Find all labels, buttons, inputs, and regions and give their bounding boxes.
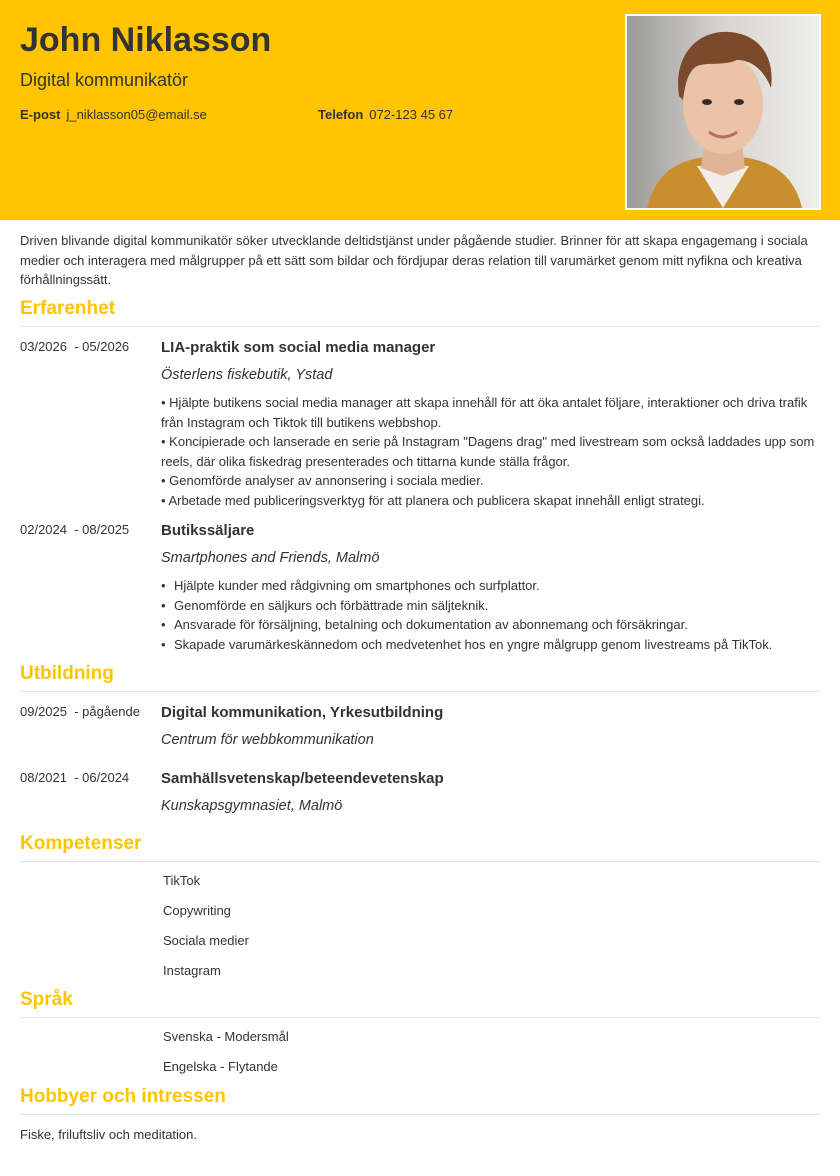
experience-section	[20, 296, 820, 327]
section-divider	[20, 861, 820, 862]
phone-contact	[318, 106, 453, 124]
person-name: John Niklasson	[20, 21, 272, 59]
resume-header	[0, 0, 840, 220]
bullet-item: • Genomförde en säljkurs och förbättrade min säljteknik.	[161, 596, 821, 616]
entry-school: Kunskapsgymnasiet, Malmö	[161, 798, 343, 814]
hobbies-text: Fiske, friluftsliv och meditation.	[20, 1127, 198, 1142]
skill-item: Instagram	[163, 963, 221, 978]
section-title-experience: Erfarenhet	[20, 298, 116, 319]
languages-section	[20, 987, 820, 1018]
entry-date: 02/2024 - 08/2025	[20, 522, 130, 537]
section-title-education: Utbildning	[20, 663, 114, 684]
profile-summary: Driven blivande digital kommunikatör söker utvecklande deltidstjänst under pågående studier. Brinner för att skapa engagemang i sociala medier och interagera med målgrupper på ett sätt som bildar och fördjupar deras relation till varumärket genom mitt nyfikna och kreativa förhållningssätt.	[20, 233, 808, 287]
bullet-item: • Genomförde analyser av annonsering i sociala medier.	[161, 473, 484, 488]
email-value: j_niklasson05@email.se	[66, 107, 207, 122]
section-title-languages: Språk	[20, 989, 73, 1010]
entry-title: LIA-praktik som social media manager	[161, 339, 436, 356]
entry-title: Samhällsvetenskap/beteendevetenskap	[161, 770, 444, 787]
profile-photo	[625, 14, 821, 210]
language-item: Engelska - Flytande	[163, 1059, 278, 1074]
entry-employer: Österlens fiskebutik, Ystad	[161, 367, 333, 383]
entry-school: Centrum för webbkommunikation	[161, 732, 374, 748]
job-title: Digital kommunikatör	[20, 70, 189, 90]
section-divider	[20, 1017, 820, 1018]
skills-section	[20, 831, 820, 862]
entry-title: Digital kommunikation, Yrkesutbildning	[161, 704, 444, 721]
section-divider	[20, 691, 820, 692]
skill-item: TikTok	[163, 873, 201, 888]
entry-date: 08/2021 - 06/2024	[20, 770, 130, 785]
bullet-item: • Hjälpte butikens social media manager att skapa innehåll för att öka antalet följare, interaktioner och driva trafik från Instagram och Tiktok till butikens webbshop.	[161, 395, 808, 430]
skill-item: Sociala medier	[163, 933, 249, 948]
phone-value: 072-123 45 67	[369, 107, 454, 122]
entry-date: 03/2026 - 05/2026	[20, 339, 130, 354]
section-title-skills: Kompetenser	[20, 833, 142, 854]
section-title-hobbies: Hobbyer och intressen	[20, 1086, 226, 1107]
entry-bullets	[161, 576, 821, 654]
entry-date: 09/2025 - pågående	[20, 704, 140, 719]
languages-list	[163, 1028, 289, 1088]
skill-item: Copywriting	[163, 903, 231, 918]
bullet-item: • Koncipierade och lanserade en serie på Instagram "Dagens drag" med livestream som också laddades upp som reels, där olika fiskedrag presenterades och tittarna kunde ställa frågor.	[161, 434, 815, 469]
education-section	[20, 661, 820, 692]
language-item: Svenska - Modersmål	[163, 1029, 289, 1044]
portrait-image	[627, 16, 819, 208]
entry-employer: Smartphones and Friends, Malmö	[161, 550, 380, 566]
bullet-item: • Hjälpte kunder med rådgivning om smartphones och surfplattor.	[161, 576, 821, 596]
entry-bullets	[161, 393, 821, 510]
section-divider	[20, 1114, 820, 1115]
entry-title: Butikssäljare	[161, 522, 255, 539]
bullet-item: • Skapade varumärkeskännedom och medvetenhet hos en yngre målgrupp genom livestreams på TikTok.	[161, 635, 821, 655]
skills-list	[163, 872, 249, 992]
bullet-item: • Ansvarade för försäljning, betalning och dokumentation av abonnemang och försäkringar.	[161, 615, 821, 635]
email-contact	[20, 106, 207, 124]
section-divider	[20, 326, 820, 327]
phone-label: Telefon	[318, 107, 364, 122]
email-label: E-post	[20, 107, 61, 122]
bullet-item: • Arbetade med publiceringsverktyg för att planera och publicera skapat innehåll enligt strategi.	[161, 492, 705, 508]
hobbies-section	[20, 1084, 820, 1115]
